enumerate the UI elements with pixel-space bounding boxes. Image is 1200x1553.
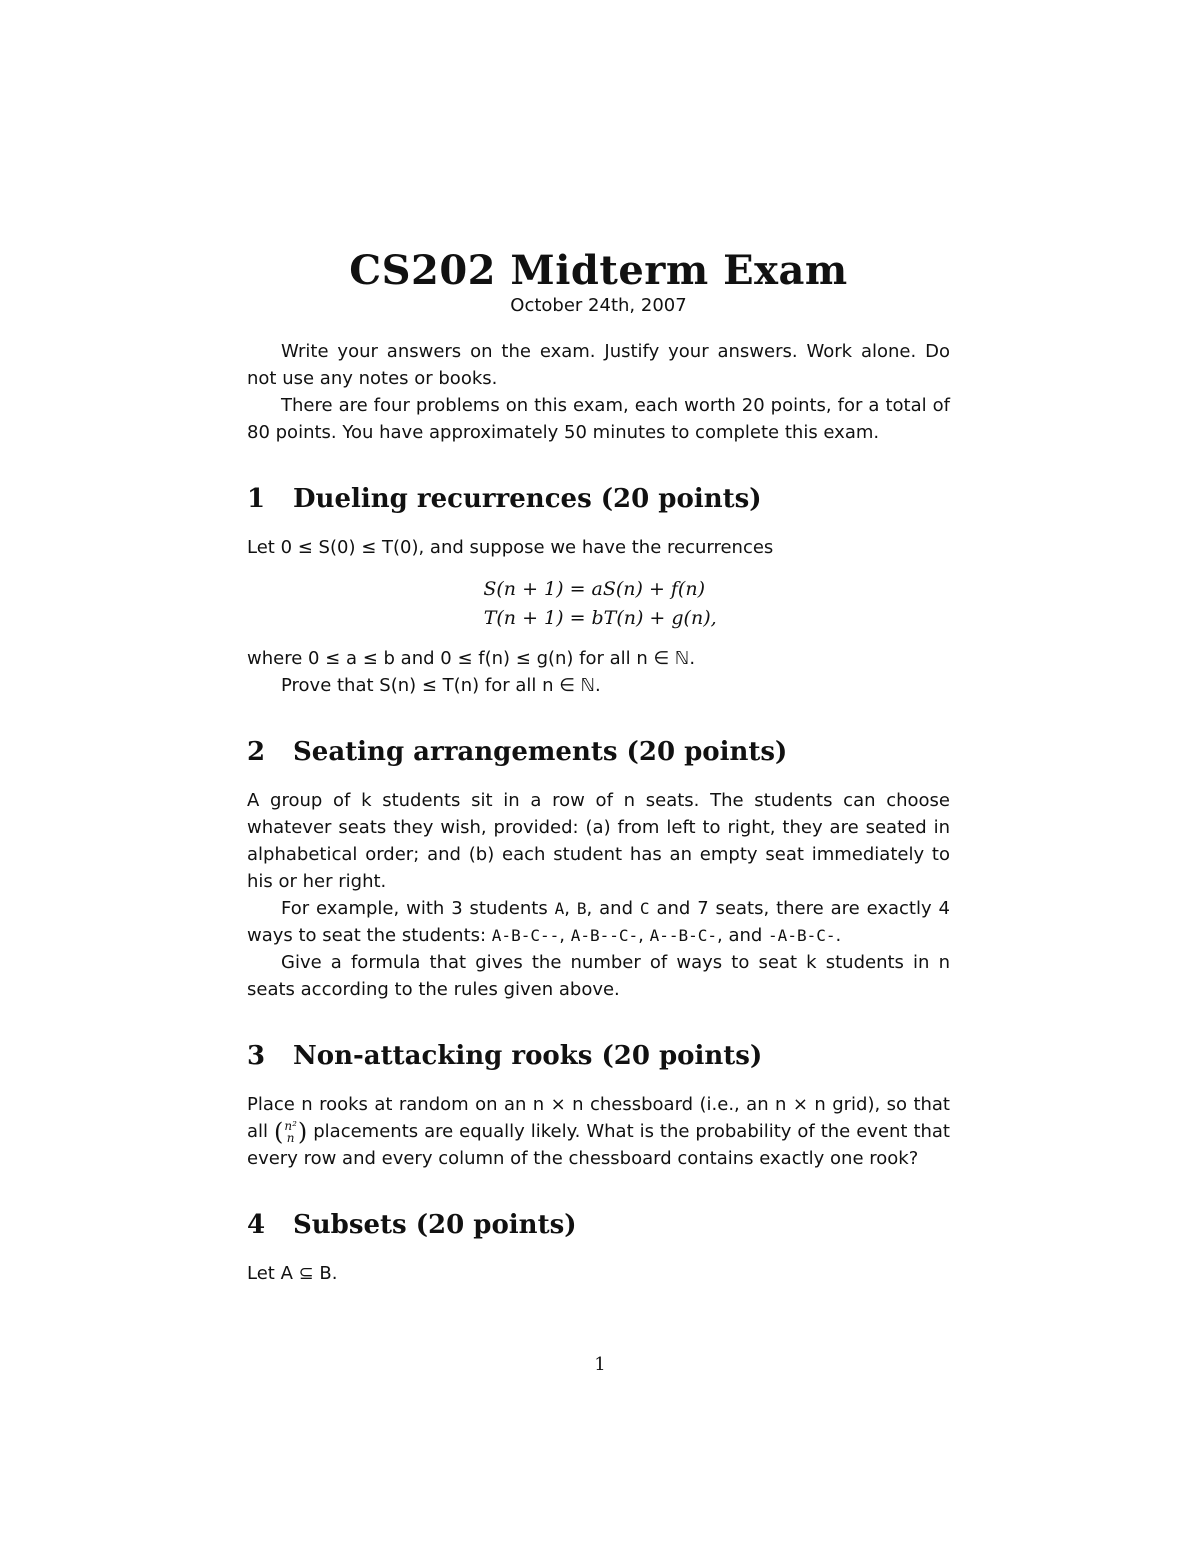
problem-1-heading: [247, 482, 950, 516]
problem-4-heading: [247, 1208, 950, 1242]
problem-3-heading: [247, 1039, 950, 1073]
seating-option: A--B-C-: [649, 926, 718, 945]
problem-3-description: [247, 1091, 950, 1172]
example-text: For example, with 3 students: [281, 898, 555, 919]
example-text: ,: [638, 925, 650, 946]
exam-date: October 24th, 2007: [510, 295, 687, 316]
problem-1-number: 1: [247, 484, 266, 514]
student-a-code: A: [554, 899, 565, 918]
example-text: ,: [564, 898, 577, 919]
problem-1-title: Dueling recurrences (20 points): [293, 484, 762, 514]
problem-3-text: placements are equally likely. What is the probability of the event that every row and every column of the chessboard contains exactly one rook?: [247, 1121, 950, 1169]
seating-option: A-B-C--: [491, 926, 560, 945]
problem-2-title: Seating arrangements (20 points): [293, 737, 788, 767]
example-text: , and: [586, 898, 640, 919]
problem-3-number: 3: [247, 1041, 266, 1071]
problem-3-text: Place n rooks at random on an n × n chessboard (i.e., an n × n grid), so that all: [247, 1094, 950, 1142]
student-b-code: B: [576, 899, 587, 918]
exam-page: [247, 248, 950, 1287]
recurrence-t-lhs: T(n + 1) =: [483, 607, 586, 629]
example-text: , and: [717, 925, 769, 946]
recurrence-s: [247, 575, 950, 604]
problem-4-number: 4: [247, 1210, 266, 1240]
problem-2-description: A group of k students sit in a row of n seats. The students can choose whatever seats they wish, provided: (a) from left to right, they are seated in alphabetical order; and (b) each student has an empty seat immediately to his or her right.: [247, 790, 950, 892]
page-number: 1: [594, 1354, 606, 1375]
binomial-bottom: n: [286, 1131, 295, 1145]
scoring-paragraph: There are four problems on this exam, each worth 20 points, for a total of 80 points. You have approximately 50 minutes to complete this exam.: [247, 395, 950, 443]
recurrence-s-lhs: S(n + 1) =: [483, 578, 586, 600]
binomial-coefficient: ( n² n ): [274, 1118, 308, 1146]
instructions-paragraph: Write your answers on the exam. Justify your answers. Work alone. Do not use any notes or books.: [247, 341, 950, 389]
problem-1-lead: Let 0 ≤ S(0) ≤ T(0), and suppose we have the recurrences: [247, 537, 774, 558]
recurrence-t: [247, 604, 950, 633]
binomial-top: n²: [284, 1119, 297, 1133]
recurrence-t-rhs: bT(n) + g(n),: [591, 607, 717, 629]
recurrence-equations: [247, 575, 950, 633]
problem-2-number: 2: [247, 737, 266, 767]
problem-4-title: Subsets (20 points): [293, 1210, 577, 1240]
problem-1-conditions: where 0 ≤ a ≤ b and 0 ≤ f(n) ≤ g(n) for all n ∈ ℕ.: [247, 648, 696, 669]
example-text: and 7 seats, there are exactly 4 ways to seat the students:: [247, 898, 950, 946]
problem-1-task: Prove that S(n) ≤ T(n) for all n ∈ ℕ.: [281, 675, 601, 696]
exam-title: CS202 Midterm Exam: [349, 247, 848, 294]
example-text: .: [835, 925, 842, 946]
problem-2-heading: [247, 735, 950, 769]
student-c-code: C: [639, 899, 650, 918]
problem-2-task: Give a formula that gives the number of ways to seat k students in n seats according to the rules given above.: [247, 952, 950, 1000]
recurrence-s-rhs: aS(n) + f(n): [591, 578, 705, 600]
seating-option: A-B--C-: [570, 926, 639, 945]
problem-4-lead: Let A ⊆ B.: [247, 1263, 338, 1284]
example-text: ,: [559, 925, 571, 946]
problem-2-example: [247, 895, 950, 949]
seating-option: -A-B-C-: [768, 926, 836, 945]
problem-3-title: Non-attacking rooks (20 points): [293, 1041, 763, 1071]
